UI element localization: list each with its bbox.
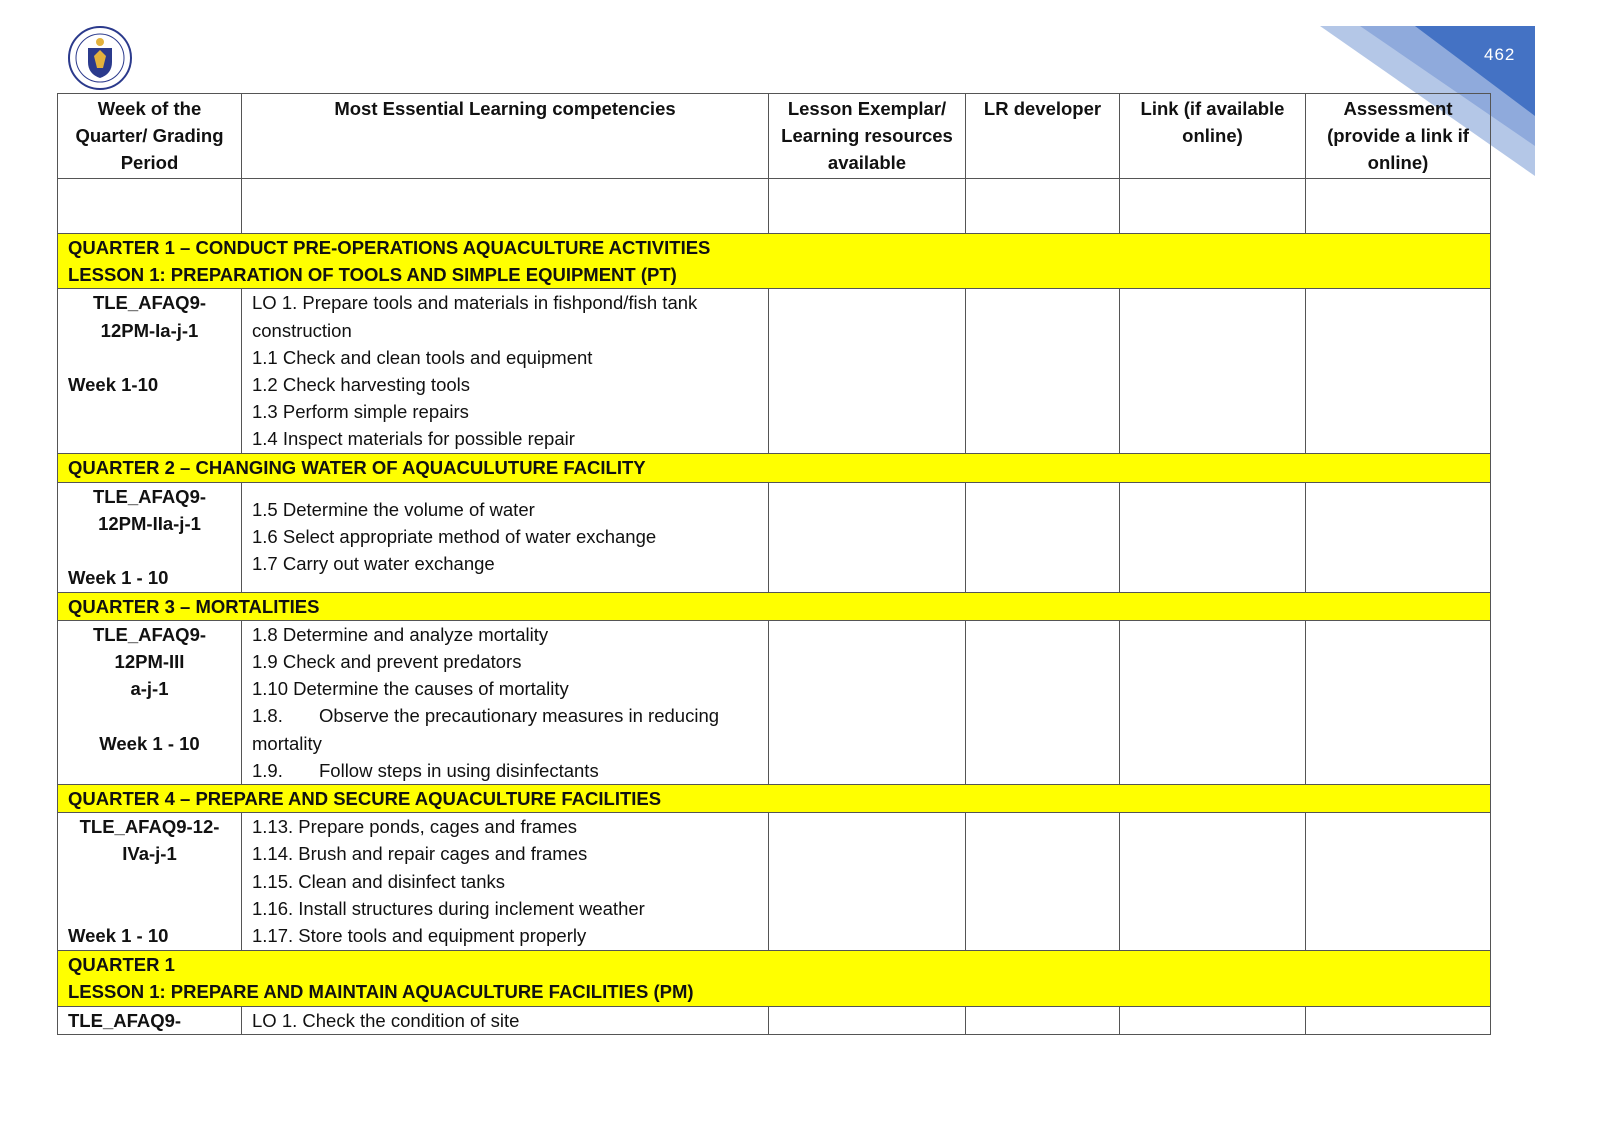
text-line: Week 1 - 10 <box>99 732 200 754</box>
text-line: LR developer <box>983 98 1102 119</box>
text-line <box>58 537 241 564</box>
text-line: Most Essential Learning competencies <box>334 98 676 119</box>
text-line: LESSON 1: PREPARATION OF TOOLS AND SIMPLE EQUIPMENT (PT) <box>68 264 677 286</box>
text-line: 1.8. <box>252 705 283 727</box>
text-line: TLE_AFAQ9- <box>92 485 207 507</box>
text-line: online) <box>1182 125 1243 147</box>
text-line: a-j-1 <box>130 678 169 700</box>
text-line: Week 1 - 10 <box>68 567 169 589</box>
text-line: QUARTER 4 – PREPARE AND SECURE AQUACULTURE FACILITIES <box>68 788 662 810</box>
table-cell <box>242 179 769 234</box>
table-row <box>58 289 1491 454</box>
header-lr-developer <box>966 94 1120 179</box>
table-cell <box>58 482 242 592</box>
table-cell <box>769 813 966 951</box>
table-cell <box>966 482 1120 592</box>
table-cell <box>966 289 1120 454</box>
text-line: 1.14. Brush and repair cages and frames <box>252 843 588 865</box>
empty-row <box>58 179 1491 234</box>
text-line: 1.9 Check and prevent predators <box>252 651 522 673</box>
text-line: 1.16. Install structures during inclement weather <box>252 897 645 919</box>
text-line: LO 1. Prepare tools and materials in fishpond/fish tank <box>252 292 698 314</box>
text-line <box>252 757 768 784</box>
table-cell <box>966 179 1120 234</box>
text-line: Assessment <box>1343 98 1453 119</box>
text-line: 12PM-III <box>114 651 185 673</box>
text-line: 1.15. Clean and disinfect tanks <box>252 870 505 892</box>
text-line: TLE_AFAQ9-12- <box>79 816 220 838</box>
header-competencies <box>242 94 769 179</box>
text-line: Observe the precautionary measures in reducing <box>319 705 720 727</box>
table-cell <box>1120 289 1306 454</box>
table-cell <box>58 179 242 234</box>
text-line: mortality <box>252 732 322 754</box>
text-line: available <box>827 152 907 174</box>
table-cell <box>1306 289 1491 454</box>
table-cell <box>966 813 1120 951</box>
text-line: QUARTER 2 – CHANGING WATER OF AQUACULUTURE FACILITY <box>68 457 646 479</box>
table-cell <box>1120 1006 1306 1034</box>
table-cell <box>1306 179 1491 234</box>
table-cell <box>966 620 1120 784</box>
text-line <box>252 702 768 729</box>
table-cell <box>769 620 966 784</box>
quarter-band <box>58 454 1491 482</box>
deped-seal-logo <box>68 26 132 90</box>
table-cell <box>769 482 966 592</box>
table-cell <box>58 620 242 784</box>
table-cell <box>1306 813 1491 951</box>
header-link <box>1120 94 1306 179</box>
quarter-band <box>58 234 1491 289</box>
text-line: 1.13. Prepare ponds, cages and frames <box>252 816 577 838</box>
text-line: Learning resources <box>781 125 953 147</box>
table-cell <box>1306 1006 1491 1034</box>
header-row <box>58 94 1491 179</box>
table-row <box>58 482 1491 592</box>
text-line <box>58 868 241 895</box>
text-line <box>58 895 241 922</box>
table-cell <box>769 1006 966 1034</box>
header-assessment <box>1306 94 1491 179</box>
text-line <box>58 702 241 729</box>
header-lesson-exemplar <box>769 94 966 179</box>
text-line: 12PM-IIa-j-1 <box>98 512 201 534</box>
text-line: IVa-j-1 <box>122 843 177 865</box>
text-line: 1.7 Carry out water exchange <box>252 553 495 575</box>
page-number: 462 <box>1484 45 1516 64</box>
text-line: QUARTER 3 – MORTALITIES <box>68 595 320 617</box>
text-line: (provide a link if <box>1327 125 1469 147</box>
table-cell <box>769 289 966 454</box>
table-cell <box>966 1006 1120 1034</box>
header-week <box>58 94 242 179</box>
text-line: 1.8 Determine and analyze mortality <box>252 623 549 645</box>
text-line: LESSON 1: PREPARE AND MAINTAIN AQUACULTURE FACILITIES (PM) <box>68 981 694 1003</box>
table-row <box>58 813 1491 951</box>
text-line: Week of the <box>97 98 202 119</box>
table-cell <box>58 785 1491 813</box>
text-line: 1.17. Store tools and equipment properly <box>252 925 587 947</box>
table-cell <box>58 454 1491 482</box>
table-cell <box>1120 620 1306 784</box>
text-line: TLE_AFAQ9- <box>68 1009 182 1031</box>
table-cell <box>242 482 769 592</box>
table-row <box>58 620 1491 784</box>
text-line: 12PM-Ia-j-1 <box>100 319 199 341</box>
text-line: Follow steps in using disinfectants <box>319 759 599 781</box>
table-cell <box>1120 813 1306 951</box>
text-line: Week 1 - 10 <box>68 925 169 947</box>
text-line <box>58 344 241 371</box>
text-line: TLE_AFAQ9- <box>92 623 207 645</box>
text-line: 1.6 Select appropriate method of water exchange <box>252 525 657 547</box>
table-cell <box>1120 179 1306 234</box>
table-cell <box>58 592 1491 620</box>
table-cell <box>242 289 769 454</box>
text-line: LO 1. Check the condition of site <box>252 1009 520 1031</box>
table-cell <box>58 813 242 951</box>
text-line: 1.2 Check harvesting tools <box>252 374 471 396</box>
table-cell <box>242 620 769 784</box>
table-cell <box>1120 482 1306 592</box>
table-cell <box>58 1006 242 1034</box>
text-line: 1.10 Determine the causes of mortality <box>252 678 569 700</box>
text-line: Week 1-10 <box>68 374 159 396</box>
text-line: Period <box>120 152 179 174</box>
text-line: 1.4 Inspect materials for possible repair <box>252 428 575 450</box>
text-line: 1.5 Determine the volume of water <box>252 498 535 520</box>
text-line: online) <box>1367 152 1429 174</box>
table-cell <box>58 951 1491 1006</box>
table-cell <box>1306 482 1491 592</box>
text-line: QUARTER 1 <box>68 954 175 976</box>
text-line: Quarter/ Grading <box>75 125 224 147</box>
curriculum-table <box>57 93 1491 1035</box>
text-line: 1.3 Perform simple repairs <box>252 401 469 423</box>
table-cell <box>242 1006 769 1034</box>
text-line: 1.1 Check and clean tools and equipment <box>252 346 593 368</box>
text-line: Lesson Exemplar/ <box>787 98 947 119</box>
text-line: 1.9. <box>252 759 283 781</box>
text-line: TLE_AFAQ9- <box>92 292 207 314</box>
quarter-band <box>58 951 1491 1006</box>
table-cell <box>1306 620 1491 784</box>
quarter-band <box>58 592 1491 620</box>
table-row <box>58 1006 1491 1034</box>
text-line: construction <box>252 319 352 341</box>
text-line: Link (if available <box>1140 98 1285 119</box>
table-cell <box>58 234 1491 289</box>
table-cell <box>242 813 769 951</box>
table-cell <box>769 179 966 234</box>
table-cell <box>58 289 242 454</box>
text-line: QUARTER 1 – CONDUCT PRE-OPERATIONS AQUACULTURE ACTIVITIES <box>68 237 711 258</box>
quarter-band <box>58 785 1491 813</box>
